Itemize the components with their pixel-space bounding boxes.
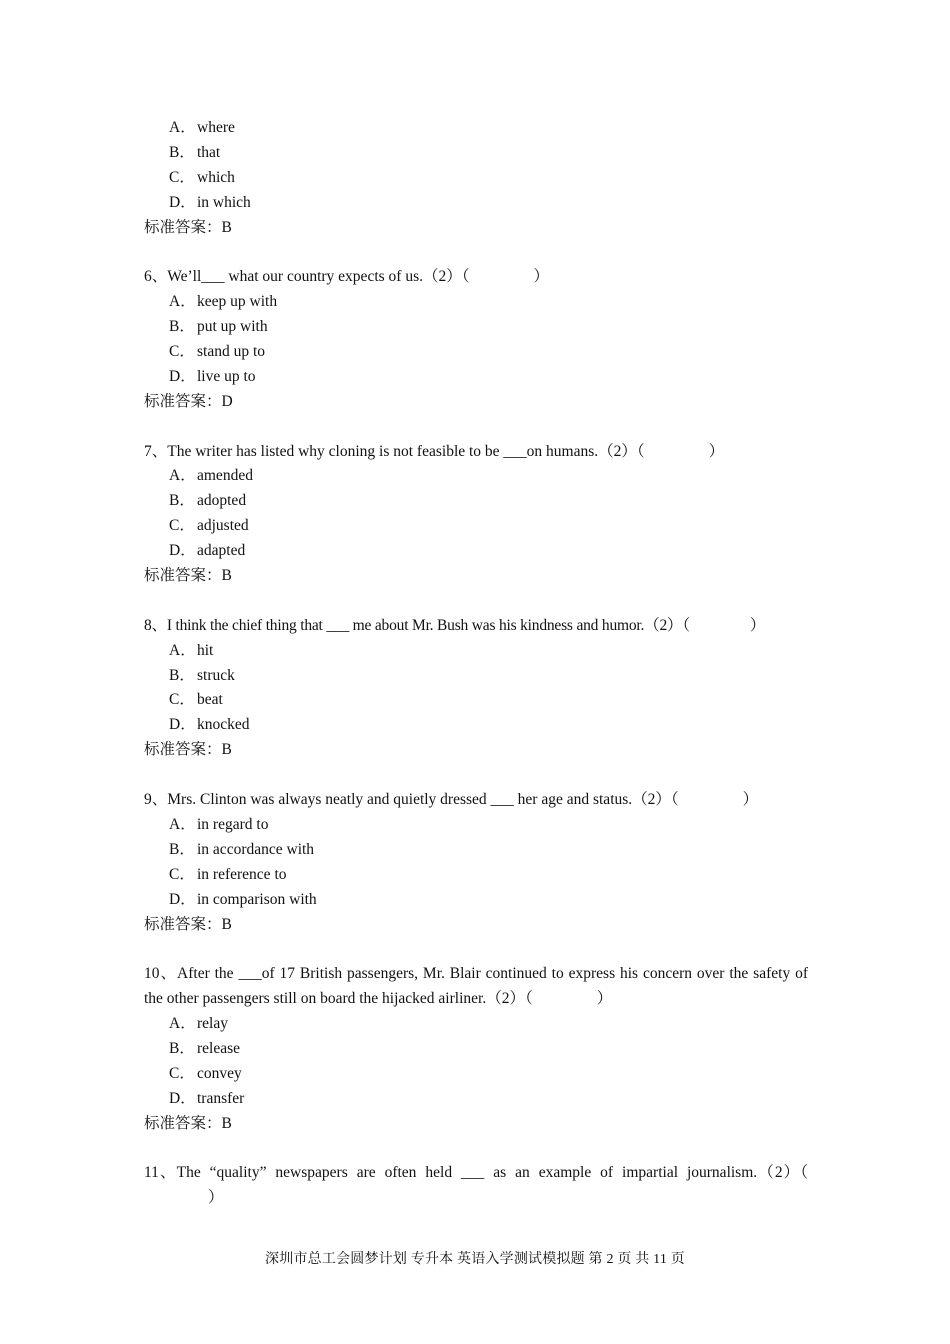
option-d: D．knocked (169, 716, 250, 734)
option-d: D．adapted (169, 542, 246, 560)
option-a: A．where (169, 119, 235, 136)
option-b: B． in accordance with (169, 840, 315, 858)
option-a: A．in regard to (169, 815, 269, 833)
option-d: D．live up to (169, 367, 256, 385)
question-8: 8、I think the chief thing that ___ me about Mr. Bush was his kindness and humor.（2）（ ） (144, 616, 766, 634)
option-c: C． adjusted (169, 517, 249, 535)
page-footer: 深圳市总工会圆梦计划 专升本 英语入学测试模拟题 第 2 页 共 11 页 (265, 1252, 685, 1267)
option-c: C． in reference to (169, 865, 287, 883)
option-c: C． beat (169, 691, 223, 709)
option-d: D．transfer (169, 1089, 245, 1107)
question-9: 9、Mrs. Clinton was always neatly and quietly dressed ___ her age and status.（2）（ ） (144, 791, 759, 809)
option-b: B． adopted (169, 492, 247, 510)
option-d: D．in comparison with (169, 890, 317, 908)
question-11: 11、The “quality” newspapers are often held ___ as an example of impartial journalism.（2）（） (144, 1164, 808, 1207)
option-b: B． release (169, 1039, 241, 1057)
standard-answer: 标准答案：B (144, 218, 232, 236)
option-a: A．hit (169, 641, 214, 659)
option-a: A．keep up with (169, 293, 278, 311)
question-6: 6、We’ll___ what our country expects of us.（2）（ ） (144, 268, 549, 286)
option-c: C． stand up to (169, 343, 266, 361)
standard-answer: 标准答案：D (144, 392, 233, 410)
standard-answer: 标准答案：B (144, 1114, 232, 1132)
question-10: 10、After the ___of 17 British passengers, Mr. Blair continued to express his concern over the safety of the other passengers still on board the hijacked airliner.（2）（ ） (144, 965, 808, 1008)
option-c: C． convey (169, 1064, 242, 1082)
option-b: B． that (169, 143, 221, 161)
option-a: A．relay (169, 1015, 228, 1033)
standard-answer: 标准答案：B (144, 567, 232, 585)
question-7: 7、The writer has listed why cloning is not feasible to be ___on humans.（2）（ ） (144, 442, 725, 460)
option-d: D．in which (169, 193, 251, 211)
document-body (144, 116, 808, 1211)
option-b: B． put up with (169, 318, 268, 336)
standard-answer: 标准答案：B (144, 741, 232, 759)
option-a: A．amended (169, 467, 253, 485)
standard-answer: 标准答案：B (144, 915, 232, 933)
option-c: C． which (169, 168, 235, 186)
option-b: B． struck (169, 666, 235, 684)
